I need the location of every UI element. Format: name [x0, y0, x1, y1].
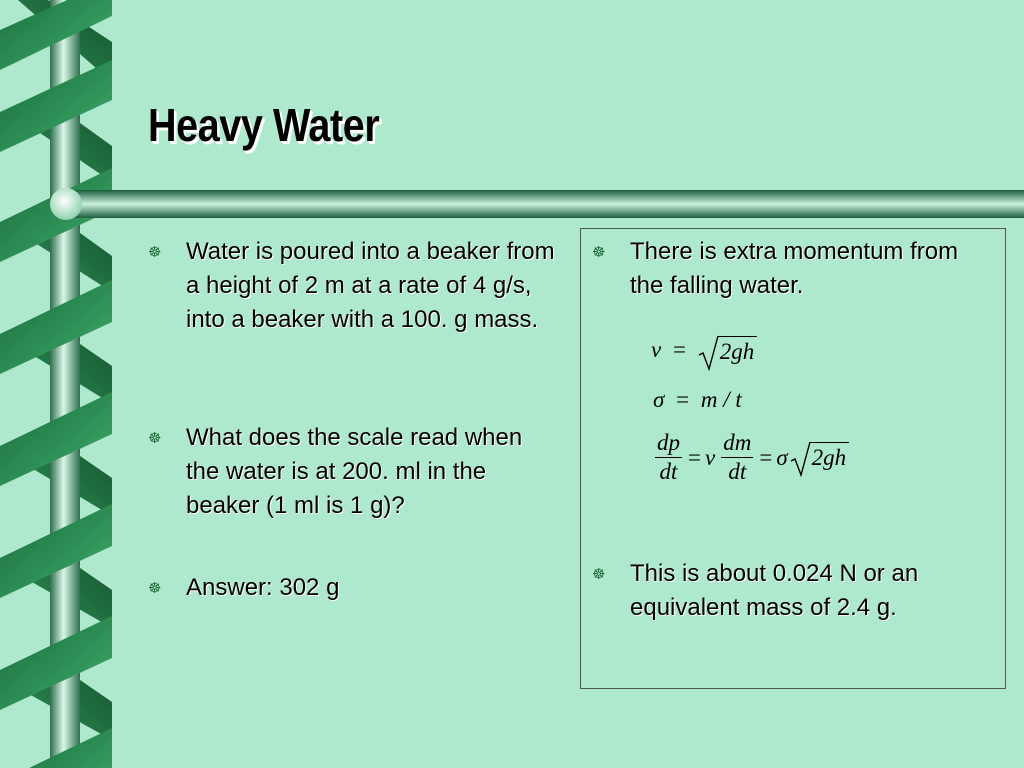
eq3-equals-1: =: [688, 444, 701, 470]
eq3-frac-dp-dt: [655, 429, 682, 486]
eq1-radicand: 2gh: [718, 336, 758, 367]
eq1-equals: =: [672, 337, 686, 362]
right-column-box: [580, 228, 1006, 689]
left-bullet-2: [148, 421, 558, 523]
wheel-bullet-icon: ☸: [148, 243, 162, 261]
right-bullet-1-text: There is extra momentum from the falling water.: [630, 238, 959, 299]
eq2-sigma: σ: [653, 387, 665, 412]
left-bullet-1: [148, 235, 558, 337]
eq2-rhs: m / t: [700, 387, 742, 412]
sqrt-symbol: [698, 335, 758, 369]
eq3-den2: dt: [728, 459, 747, 484]
right-bullet-2-text: This is about 0.024 N or an equivalent mass of 2.4 g.: [630, 560, 919, 621]
equation-sigma: [653, 383, 742, 417]
eq2-equals: =: [676, 387, 690, 412]
eq3-sigma: σ: [776, 444, 788, 470]
slide-title: Heavy Water: [148, 99, 380, 151]
eq3-num2: dm: [721, 429, 753, 458]
left-bullet-1-text: Water is poured into a beaker from a height of 2 m at a rate of 4 g/s, into a beaker with a 100. g mass.: [186, 238, 555, 333]
eq1-lhs: v: [651, 337, 662, 362]
eq3-num1: dp: [655, 429, 682, 458]
right-bullet-1: [592, 235, 992, 303]
left-bullet-3: [148, 571, 558, 605]
left-bullet-2-text: What does the scale read when the water is at 200. ml in the beaker (1 ml is 1 g)?: [186, 424, 523, 519]
eq3-den1: dt: [659, 459, 678, 484]
left-bullet-3-text: Answer: 302 g: [186, 574, 340, 601]
wheel-bullet-icon: ☸: [148, 579, 162, 597]
wheel-bullet-icon: ☸: [592, 243, 606, 261]
eq3-equals-2: =: [759, 444, 773, 470]
right-bullet-2: [592, 557, 992, 625]
sqrt-symbol: [790, 441, 850, 475]
equation-velocity: [651, 333, 757, 369]
eq3-v: v: [704, 444, 716, 470]
equation-momentum: [653, 429, 849, 486]
wheel-bullet-icon: ☸: [148, 429, 162, 447]
eq3-frac-dm-dt: [721, 429, 753, 486]
eq3-radicand: 2gh: [810, 442, 850, 473]
bar-knob: [50, 188, 82, 220]
wheel-bullet-icon: ☸: [592, 565, 606, 583]
